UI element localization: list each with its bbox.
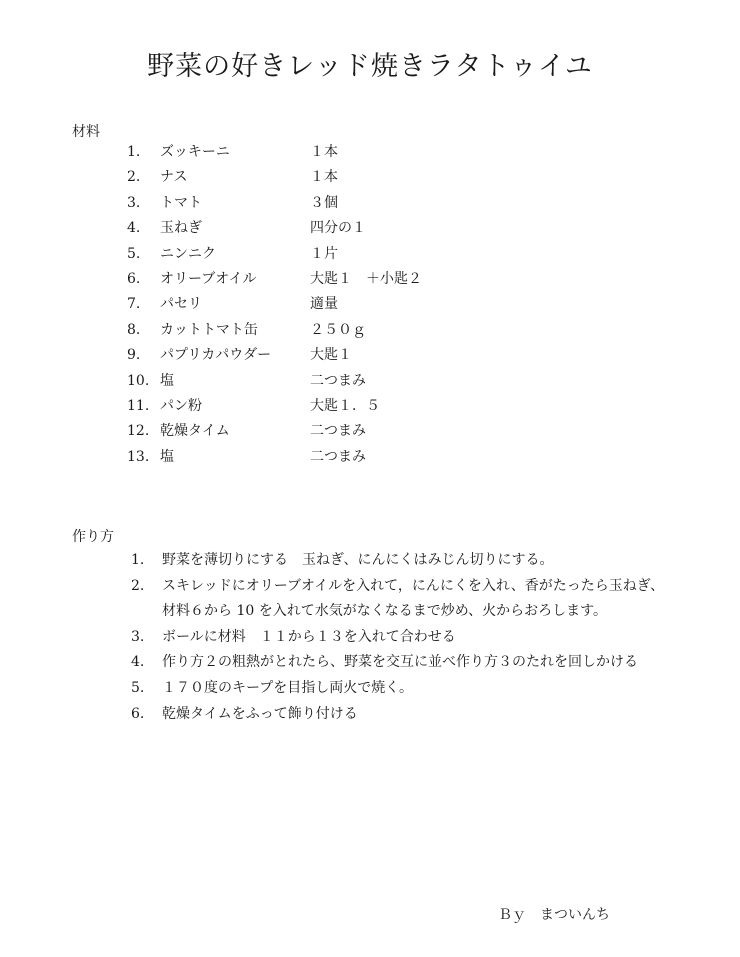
ingredient-number: 9.: [127, 347, 141, 364]
ingredient-name: ニンニク: [160, 245, 216, 262]
ingredient-amount: ２５０ｇ: [310, 321, 366, 338]
step-item: [0, 548, 740, 574]
ingredient-item: [0, 422, 740, 447]
ingredient-name: 塩: [160, 448, 174, 465]
step-text-continuation: 材料６から 10 を入れて水気がなくなるまで炒め、火からおろします。: [162, 603, 608, 620]
ingredient-item: [0, 219, 740, 244]
ingredient-name: カットトマト缶: [160, 321, 258, 338]
ingredient-item: [0, 168, 740, 193]
ingredient-number: 13.: [127, 448, 150, 465]
ingredient-amount: 大匙１ ＋小匙２: [310, 270, 422, 287]
ingredient-item: [0, 321, 740, 346]
step-number: 3.: [131, 628, 145, 645]
step-number: 5.: [131, 679, 145, 696]
step-number: 6.: [131, 705, 145, 722]
ingredient-name: 塩: [160, 372, 174, 389]
ingredient-name: オリーブオイル: [160, 270, 257, 287]
ingredient-name: ズッキーニ: [160, 144, 230, 160]
ingredient-name: トマト: [160, 194, 202, 211]
ingredient-amount: １本: [310, 144, 338, 160]
ingredient-number: 11.: [127, 397, 150, 414]
ingredient-item: [0, 295, 740, 320]
step-item: [0, 650, 740, 676]
ingredient-item: [0, 245, 740, 270]
step-item: [0, 574, 740, 625]
ingredients-heading: 材料: [72, 124, 100, 140]
ingredients-list: [0, 143, 740, 473]
step-text: スキレッドにオリーブオイルを入れて，にんにくを入れ、香がたったら玉ねぎ、: [162, 577, 665, 594]
ingredient-number: 1.: [127, 144, 141, 160]
step-item: [0, 676, 740, 702]
ingredient-name: 玉ねぎ: [160, 220, 202, 237]
ingredient-amount: １片: [310, 245, 338, 262]
ingredient-amount: 四分の１: [310, 220, 366, 237]
ingredient-item: [0, 397, 740, 422]
ingredient-name: ナス: [160, 169, 188, 186]
step-number: 2.: [131, 577, 145, 594]
ingredient-name: パプリカパウダー: [160, 347, 272, 364]
ingredient-item: [0, 270, 740, 295]
ingredient-amount: 大匙１．５: [310, 397, 380, 414]
ingredient-number: 2.: [127, 169, 141, 186]
ingredient-item: [0, 143, 740, 168]
ingredient-amount: 二つまみ: [310, 448, 366, 465]
ingredient-amount: 二つまみ: [310, 372, 366, 389]
step-text: 野菜を薄切りにする 玉ねぎ、にんにくはみじん切りにする。: [162, 552, 554, 568]
steps-list: [0, 548, 740, 727]
step-item: [0, 702, 740, 728]
ingredient-number: 10.: [127, 372, 150, 389]
ingredient-amount: 二つまみ: [310, 423, 366, 440]
step-text: １７０度のキープを目指し両火で焼く。: [162, 679, 414, 696]
ingredient-item: [0, 448, 740, 473]
ingredient-amount: ３個: [310, 194, 338, 211]
ingredient-amount: １本: [310, 169, 338, 186]
ingredient-number: 12.: [127, 423, 150, 440]
ingredient-name: パセリ: [160, 296, 202, 313]
ingredient-amount: 適量: [310, 296, 338, 313]
ingredient-number: 8.: [127, 321, 141, 338]
step-item: [0, 625, 740, 651]
ingredient-number: 4.: [127, 220, 141, 237]
ingredient-item: [0, 194, 740, 219]
step-number: 1.: [131, 552, 145, 568]
ingredient-name: 乾燥タイム: [160, 423, 230, 440]
ingredient-number: 5.: [127, 245, 141, 262]
page-title: 野菜の好きレッド焼きラタトゥイユ: [147, 51, 593, 82]
ingredient-amount: 大匙１: [310, 347, 352, 364]
ingredient-number: 3.: [127, 194, 141, 211]
ingredient-number: 6.: [127, 270, 141, 287]
ingredient-number: 7.: [127, 296, 141, 313]
ingredient-item: [0, 372, 740, 397]
steps-heading: 作り方: [72, 529, 114, 545]
ingredient-name: パン粉: [160, 397, 202, 414]
step-text: 乾燥タイムをふって飾り付ける: [162, 705, 358, 722]
step-text: ボールに材料 １１から１３を入れて合わせる: [162, 628, 456, 645]
author-signature: Ｂｙ まついんち: [498, 907, 610, 923]
step-number: 4.: [131, 654, 145, 671]
ingredient-item: [0, 346, 740, 371]
step-text: 作り方２の粗熱がとれたら、野菜を交互に並べ作り方３のたれを回しかける: [162, 654, 638, 671]
